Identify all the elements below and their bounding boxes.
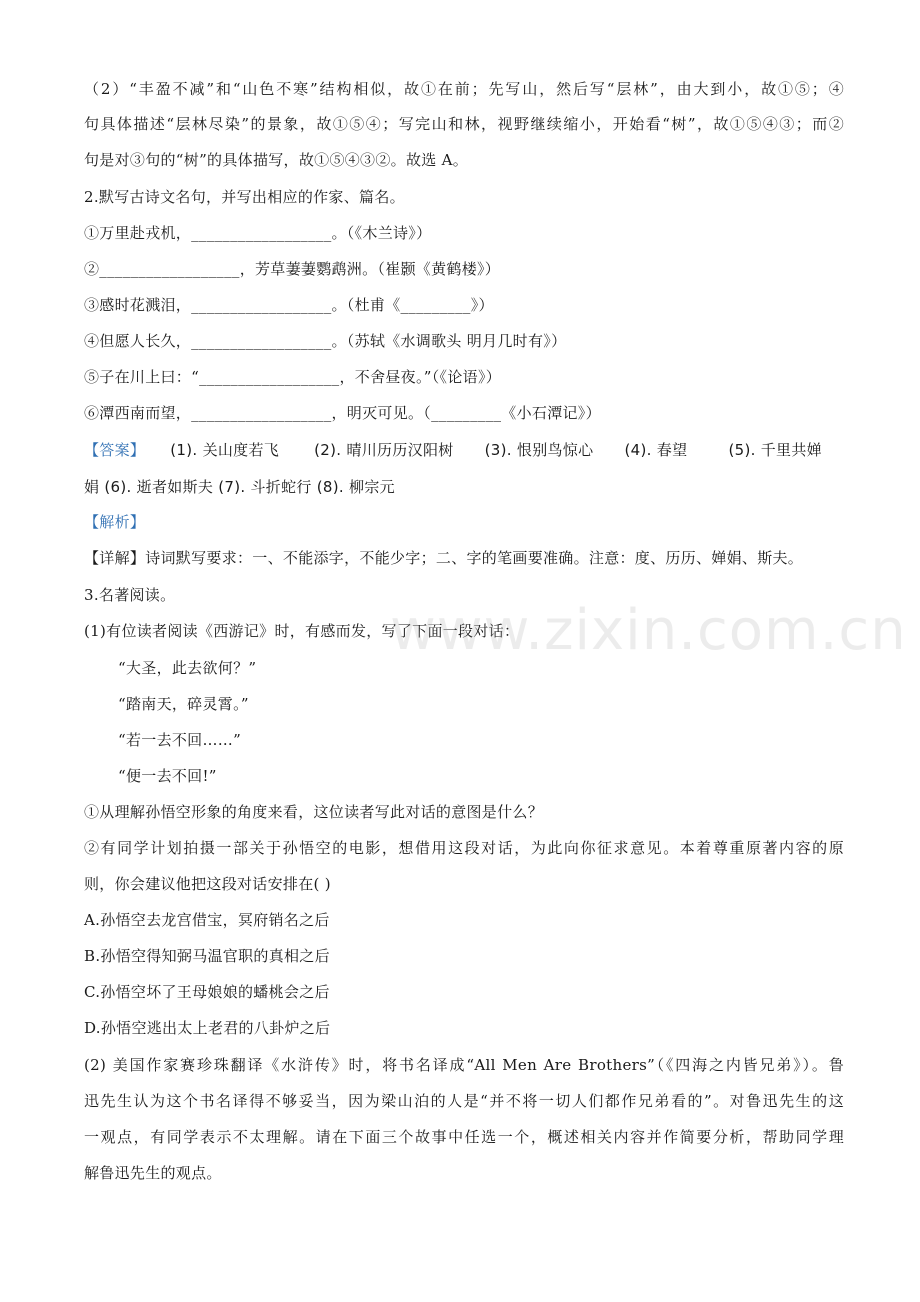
option-b: B.孙悟空得知弼马温官职的真相之后 [84,947,330,965]
question-2-item-3: ③感时花溅泪，__________________。（杜甫《_________》） [84,296,494,314]
question-2-item-6: ⑥潭西南而望，__________________，明灭可见。（_________《小石潭记》） [84,404,601,422]
sub-question-2-line-2: 则，你会建议他把这段对话安排在( ) [84,875,331,893]
answer-tag: 【答案】 [84,441,146,459]
analysis-tag: 【解析】 [84,513,146,531]
answer-3: (3). 恨别鸟惊心 [484,441,594,459]
question-2-item-5: ⑤子在川上曰：“__________________，不舍昼夜。”（《论语》） [84,368,502,386]
answer-4: (4). 春望 [624,441,688,459]
answer-2: (2). 晴川历历汉阳树 [314,441,454,459]
option-c: C.孙悟空坏了王母娘娘的蟠桃会之后 [84,983,330,1001]
answer-5: (5). 千里共婵 [728,441,822,459]
answer-1: (1). 关山度若飞 [170,441,280,459]
answer-line-2: 娟 (6). 逝者如斯夫 (7). 斗折蛇行 (8). 柳宗元 [84,478,395,496]
dialogue-line-3: “若一去不回……” [118,731,242,749]
question-3-part-2-line-1: (2) 美国作家赛珍珠翻译《水浒传》时，将书名译成“All Men Are Brothers”（《四海之内皆兄弟》）。鲁 [84,1056,844,1074]
question-2-item-2: ②__________________，芳草萋萋鹦鹉洲。（崔颢《黄鹤楼》） [84,260,501,278]
question-2-item-4: ④但愿人长久，__________________。（苏轼《水调歌头 明月几时有》） [84,332,567,350]
option-d: D.孙悟空逃出太上老君的八卦炉之后 [84,1019,331,1037]
sub-question-2-line-1: ②有同学计划拍摄一部关于孙悟空的电影，想借用这段对话，为此向你征求意见。本着尊重原著内容的原 [84,839,844,857]
question-3-part-2-line-2: 迅先生认为这个书名译得不够妥当，因为梁山泊的人是“并不将一切人们都作兄弟看的”。对鲁迅先生的这 [84,1092,844,1110]
question-2-title: 2.默写古诗文名句，并写出相应的作家、篇名。 [84,188,405,206]
question-3-part-2-line-4: 解鲁迅先生的观点。 [84,1164,222,1182]
option-a: A.孙悟空去龙宫借宝，冥府销名之后 [84,911,330,929]
question-3-part-1-intro: (1)有位读者阅读《西游记》时，有感而发，写了下面一段对话： [84,622,520,640]
detail-explanation: 【详解】诗词默写要求：一、不能添字，不能少字；二、字的笔画要准确。注意：度、历历、婵娟、斯夫。 [84,549,804,567]
analysis-paragraph-line-1: （2）“丰盈不减”和“山色不寒”结构相似，故①在前；先写山，然后写“层林”，由大到小，故①⑤；④ [84,80,844,98]
question-3-title: 3.名著阅读。 [84,586,176,604]
analysis-paragraph-line-3: 句是对③句的“树”的具体描写，故①⑤④③②。故选 A。 [84,151,469,169]
dialogue-line-2: “踏南天，碎灵霄。” [118,695,249,713]
analysis-paragraph-line-2: 句具体描述“层林尽染”的景象，故①⑤④；写完山和林，视野继续缩小，开始看“树”，故①⑤④③；而② [84,115,844,133]
dialogue-line-1: “大圣，此去欲何？” [118,659,257,677]
answer-line-1 [84,440,844,460]
watermark: www.zixin.com.cn [390,598,907,663]
sub-question-1: ①从理解孙悟空形象的角度来看，这位读者写此对话的意图是什么？ [84,803,544,821]
question-2-item-1: ①万里赴戎机，__________________。（《木兰诗》） [84,224,432,242]
question-3-part-2-line-3: 一观点，有同学表示不太理解。请在下面三个故事中任选一个，概述相关内容并作简要分析，帮助同学理 [84,1128,844,1146]
dialogue-line-4: “便一去不回!” [118,767,217,785]
